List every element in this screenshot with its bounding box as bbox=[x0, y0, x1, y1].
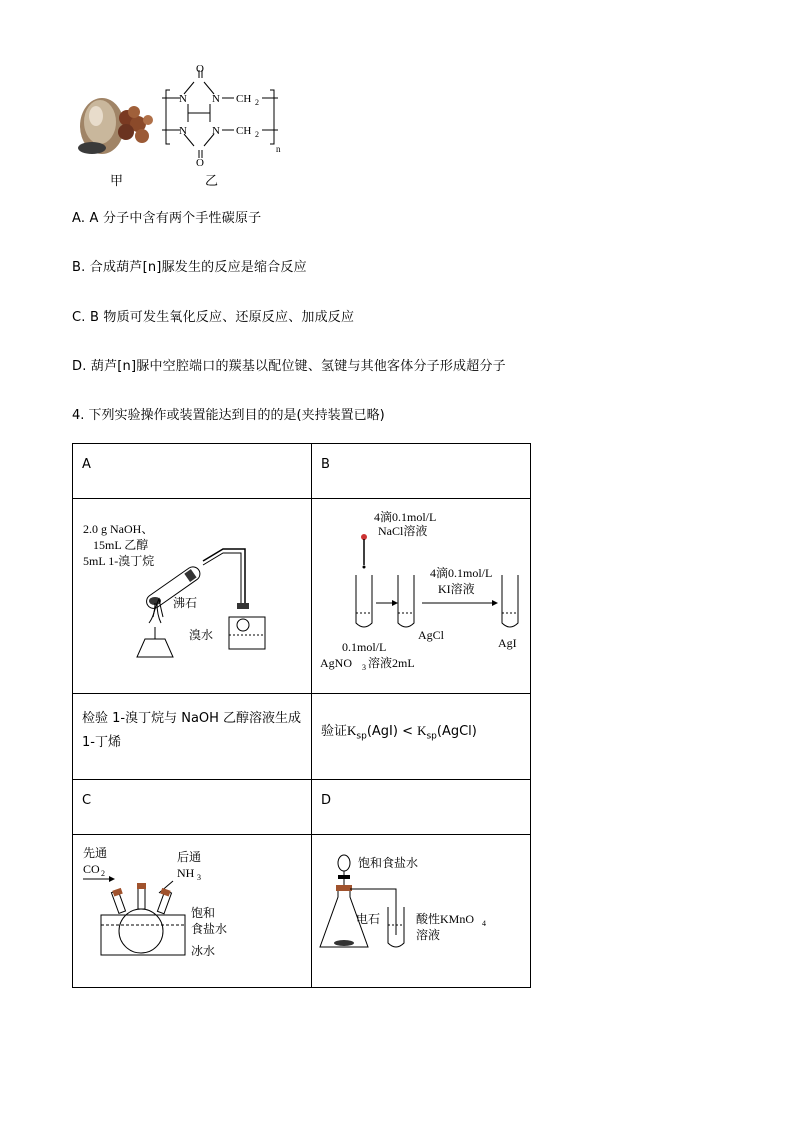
cell-header-d: D bbox=[312, 780, 531, 835]
option-c: C. B 物质可发生氧化反应、还原反应、加成反应 bbox=[72, 310, 355, 325]
option-b: B. 合成葫芦[n]脲发生的反应是缩合反应 bbox=[72, 260, 307, 275]
label-agcl: AgCl bbox=[418, 628, 445, 642]
apparatus-d bbox=[312, 835, 530, 983]
label-nh3: NH bbox=[177, 866, 195, 880]
label-nh3-sub: 3 bbox=[197, 873, 201, 882]
atom-n-1: N bbox=[179, 93, 187, 105]
label-agno3-conc: 0.1mol/L bbox=[342, 640, 387, 654]
option-a: A. A 分子中含有两个手性碳原子 bbox=[72, 211, 262, 226]
label-boiling-chips: 沸石 bbox=[173, 596, 198, 610]
label-drop-ki-2: KI溶液 bbox=[438, 582, 475, 596]
desc-b-k1: K bbox=[347, 723, 357, 738]
label-saturated: 饱和 bbox=[191, 906, 216, 920]
question-4: 4. 下列实验操作或装置能达到目的的是(夹持装置已略) bbox=[72, 408, 385, 423]
reagent-naoh: 2.0 g NaOH、 bbox=[83, 522, 154, 536]
experiment-table bbox=[72, 443, 531, 988]
cell-figure-d bbox=[312, 835, 531, 988]
figure-yi-structure bbox=[160, 60, 285, 170]
cell-figure-c bbox=[73, 835, 312, 988]
atom-n-4: N bbox=[212, 125, 220, 137]
apparatus-a bbox=[73, 499, 311, 689]
atom-n-2: N bbox=[212, 93, 220, 105]
label-co2: CO bbox=[83, 862, 100, 876]
polymer-subscript-n: n bbox=[276, 144, 281, 154]
atom-o-bottom: O bbox=[196, 157, 204, 169]
label-agi: AgI bbox=[498, 636, 517, 650]
label-brine: 食盐水 bbox=[191, 922, 228, 936]
label-co2-sub: 2 bbox=[101, 869, 105, 878]
desc-b-k2: K bbox=[417, 723, 427, 738]
apparatus-c bbox=[73, 835, 311, 983]
label-sat-brine: 饱和食盐水 bbox=[358, 856, 419, 870]
cell-header-c: C bbox=[73, 780, 312, 835]
desc-b-agi: (AgI) < bbox=[366, 724, 418, 739]
cell-desc-b bbox=[312, 694, 531, 780]
label-agno3-sub: 3 bbox=[362, 663, 366, 672]
label-later: 后通 bbox=[177, 850, 202, 864]
atom-o-top: O bbox=[196, 63, 204, 75]
label-agno3: AgNO bbox=[320, 656, 352, 670]
label-agno3-rest: 溶液2mL bbox=[368, 656, 415, 670]
label-drop-ki-1: 4滴0.1mol/L bbox=[430, 566, 493, 580]
option-d: D. 葫芦[n]脲中空腔端口的羰基以配位键、氢键与其他客体分子形成超分子 bbox=[72, 359, 506, 374]
label-jia: 甲 bbox=[110, 173, 124, 188]
label-bromine-water: 溴水 bbox=[189, 628, 214, 642]
label-yi: 乙 bbox=[205, 173, 219, 188]
reagent-bromobutane: 5mL 1-溴丁烷 bbox=[83, 554, 155, 568]
group-ch2-bottom-sub: 2 bbox=[255, 130, 259, 139]
desc-b-agcl: (AgCl) bbox=[436, 724, 477, 739]
apparatus-b bbox=[312, 499, 530, 689]
atom-n-3: N bbox=[179, 125, 187, 137]
group-ch2-top-sub: 2 bbox=[255, 98, 259, 107]
cell-figure-b bbox=[312, 499, 531, 694]
cell-figure-a bbox=[73, 499, 312, 694]
label-first: 先通 bbox=[83, 846, 108, 860]
desc-b-sp1: sp bbox=[356, 731, 367, 742]
label-ice-water: 冰水 bbox=[191, 944, 216, 958]
label-calcium-carbide: 电石 bbox=[356, 912, 381, 926]
cell-desc-a: 检验 1-溴丁烷与 NaOH 乙醇溶液生成 1-丁烯 bbox=[73, 694, 312, 780]
label-solution: 溶液 bbox=[416, 928, 441, 942]
cell-header-a: A bbox=[73, 444, 312, 499]
label-drop-nacl-1: 4滴0.1mol/L bbox=[374, 510, 437, 524]
desc-b-prefix: 验证 bbox=[321, 724, 348, 739]
figure-jia-image bbox=[72, 92, 162, 162]
desc-b-sp2: sp bbox=[426, 731, 437, 742]
label-kmno4-sub: 4 bbox=[482, 919, 486, 928]
label-kmno4: 酸性KMnO bbox=[416, 912, 475, 926]
group-ch2-top: CH bbox=[236, 93, 252, 105]
reagent-ethanol: 15mL 乙醇 bbox=[93, 538, 149, 552]
label-drop-nacl-2: NaCl溶液 bbox=[378, 524, 428, 538]
group-ch2-bottom: CH bbox=[236, 125, 252, 137]
cell-header-b: B bbox=[312, 444, 531, 499]
